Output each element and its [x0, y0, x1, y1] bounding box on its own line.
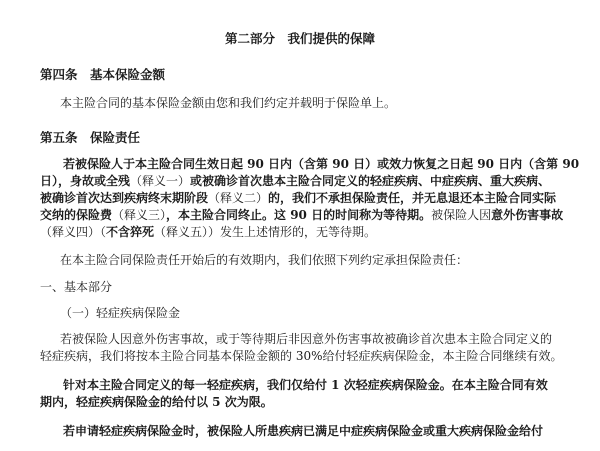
paragraph-line: 若被保险人因意外伤害事故，或于等待期后非因意外伤害事故被确诊首次患本主险合同定义的	[60, 332, 553, 346]
text-span: （释义二）	[208, 191, 269, 205]
text-span: 日），身故或全残	[40, 174, 131, 188]
text-span: （释义三）	[112, 208, 167, 222]
article-5-paragraph-2: 在本主险合同保险责任开始后的有效期内，我们依照下列约定承担保险责任：	[60, 253, 469, 267]
paragraph-line	[40, 190, 556, 206]
text-span: （释义四）（	[40, 225, 107, 239]
paragraph-line: 若被保险人于本主险合同生效日起 90 日内（含第 90 日）或效力恢复之日起 90 日内（含第 90	[63, 157, 580, 171]
text-span: （释义五））发生上述情形的，无等待期。	[154, 225, 377, 239]
paragraph-line: 针对本主险合同定义的每一轻症疾病，我们仅给付 1 次轻症疾病保险金。在本主险合同有效	[63, 378, 548, 392]
text-span: 或被确诊首次患本主险合同定义的轻症疾病、中症疾病、重大疾病、	[190, 174, 551, 188]
paragraph-line	[40, 173, 550, 189]
text-span: （释义一）	[130, 174, 191, 188]
subsection-heading-mild-illness: （一）轻症疾病保险金	[60, 306, 181, 320]
text-span: 的，我们不承担保险责任，并无息退还本主险合同实际	[268, 191, 557, 205]
text-span: 被保险人因	[431, 208, 492, 222]
paragraph-line: 轻症疾病，我们将按本主险合同基本保险金额的 30%给付轻症疾病保险金，本主险合同继续有效。	[40, 349, 563, 363]
text-span: 被确诊首次达到疾病终末期阶段	[40, 191, 209, 205]
article-5-paragraph-5: 若申请轻症疾病保险金时，被保险人所患疾病已满足中症疾病保险金或重大疾病保险金给付	[63, 424, 544, 438]
text-span: 交纳的保险费	[40, 208, 113, 222]
paragraph-line	[40, 224, 376, 240]
text-span: 意外伤害事故	[491, 208, 564, 222]
text-span: ，本主险合同终止。这 90 日的时间称为等待期。	[166, 208, 432, 222]
article-4-heading: 第四条 基本保险金额	[40, 67, 166, 82]
paragraph-line	[40, 207, 563, 223]
article-4-body: 本主险合同的基本保险金额由您和我们约定并载明于保险单上。	[60, 96, 397, 110]
text-span: 不含猝死	[106, 225, 155, 239]
section-heading-basic: 一、基本部分	[40, 280, 113, 294]
part-title: 第二部分 我们提供的保障	[224, 31, 375, 46]
paragraph-line: 期内，轻症疾病保险金的给付以 5 次为限。	[40, 395, 273, 409]
article-5-heading: 第五条 保险责任	[40, 130, 141, 145]
